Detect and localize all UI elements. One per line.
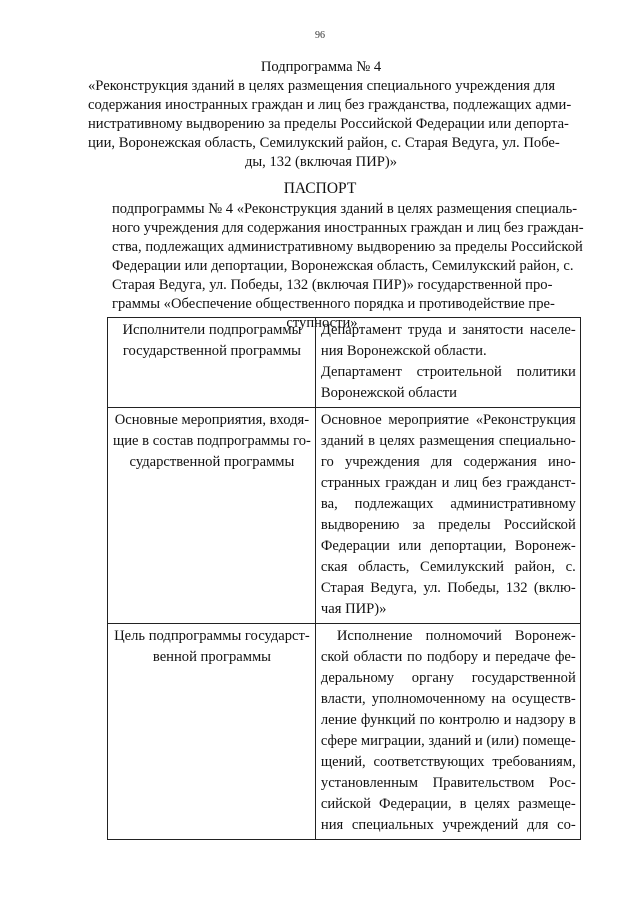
value-line: ния специальных учреждений для со- xyxy=(320,817,576,833)
label-line: Основные мероприятия, входя- xyxy=(114,412,310,428)
value-line: сийской Федерации, в целях размеще- xyxy=(320,796,576,812)
row-value xyxy=(315,624,580,840)
passport-line: Федерации или депортации, Воронежская область, Семилукский район, с. xyxy=(112,258,574,274)
passport-line: ства, подлежащих административному выдворению за пределы Российской xyxy=(112,239,583,255)
row-label xyxy=(108,624,316,840)
value-line: Исполнение полномочий Воронеж- xyxy=(336,628,576,644)
value-line: чая ПИР)» xyxy=(320,601,387,617)
passport-line: ного учреждения для содержания иностранных граждан и лиц без граждан- xyxy=(112,220,584,236)
value-line: Старая Ведуга, ул. Победы, 132 (вклю- xyxy=(320,580,576,596)
label-line: венной программы xyxy=(152,649,271,665)
value-line: Департамент труда и занятости населе- xyxy=(320,322,576,338)
value-line: власти, уполномоченному на осуществ- xyxy=(320,691,576,707)
passport-line: Старая Ведуга, ул. Победы, 132 (включая ПИР)» государственной про- xyxy=(112,277,553,293)
row-value xyxy=(315,318,580,408)
heading-line: Подпрограмма № 4 xyxy=(260,59,382,75)
heading-line: «Реконструкция зданий в целях размещения специального учреждения для xyxy=(88,78,556,94)
heading-line: ции, Воронежская область, Семилукский район, с. Старая Ведуга, ул. Побе- xyxy=(88,135,560,151)
value-line: ния Воронежской области. xyxy=(320,343,487,359)
value-line: сфере миграции, зданий и (или) помеще- xyxy=(320,733,576,749)
table-row-main-activities xyxy=(108,408,581,624)
label-line: щие в состав подпрограммы го- xyxy=(113,433,311,449)
heading-line: нистративному выдворению за пределы Российской Федерации или депорта- xyxy=(88,116,569,132)
value-line: ская область, Семилукский район, с. xyxy=(320,559,576,575)
label-line: государственной программы xyxy=(122,343,301,359)
heading-line: содержания иностранных граждан и лиц без гражданства, подлежащих адми- xyxy=(88,97,572,113)
passport-line: ступности» xyxy=(286,315,358,331)
value-line: ской области по подбору и передаче фе- xyxy=(320,649,576,665)
value-line: установленным Правительством Рос- xyxy=(320,775,576,791)
passport-description xyxy=(112,200,584,333)
value-line: Воронежской области xyxy=(320,385,457,401)
row-value xyxy=(315,408,580,624)
value-line: ление функций по контролю и надзору в xyxy=(320,712,576,728)
label-line: сударственной программы xyxy=(129,454,295,470)
value-line: деральному органу государственной xyxy=(320,670,576,686)
value-line: странных граждан и лиц без гражданст- xyxy=(320,475,576,491)
passport-table xyxy=(107,317,581,840)
subprogram-heading xyxy=(88,58,572,172)
heading-line: ды, 132 (включая ПИР)» xyxy=(244,154,398,170)
passport-line: граммы «Обеспечение общественного порядка и противодействие пре- xyxy=(112,296,555,312)
value-line: Федерации или депортации, Воронеж- xyxy=(320,538,576,554)
value-line: го учреждения для содержания ино- xyxy=(320,454,576,470)
value-line: Основное мероприятие «Реконструкция xyxy=(320,412,576,428)
page-number: 96 xyxy=(315,30,325,41)
row-label xyxy=(108,318,316,408)
table-row-goal xyxy=(108,624,581,840)
value-line: выдворению за пределы Российской xyxy=(320,517,576,533)
row-label xyxy=(108,408,316,624)
label-line: Исполнители подпрограммы xyxy=(122,322,302,338)
passport-title: ПАСПОРТ xyxy=(283,180,357,197)
label-line: Цель подпрограммы государст- xyxy=(114,628,310,644)
passport-line: подпрограммы № 4 «Реконструкция зданий в целях размещения специаль- xyxy=(112,201,578,217)
value-line: зданий в целях размещения специально- xyxy=(320,433,576,449)
value-line: Департамент строительной политики xyxy=(320,364,576,380)
table-row-executors xyxy=(108,318,581,408)
value-line: ва, подлежащих административному xyxy=(320,496,576,512)
value-line: щений, соответствующих требованиям, xyxy=(320,754,576,770)
